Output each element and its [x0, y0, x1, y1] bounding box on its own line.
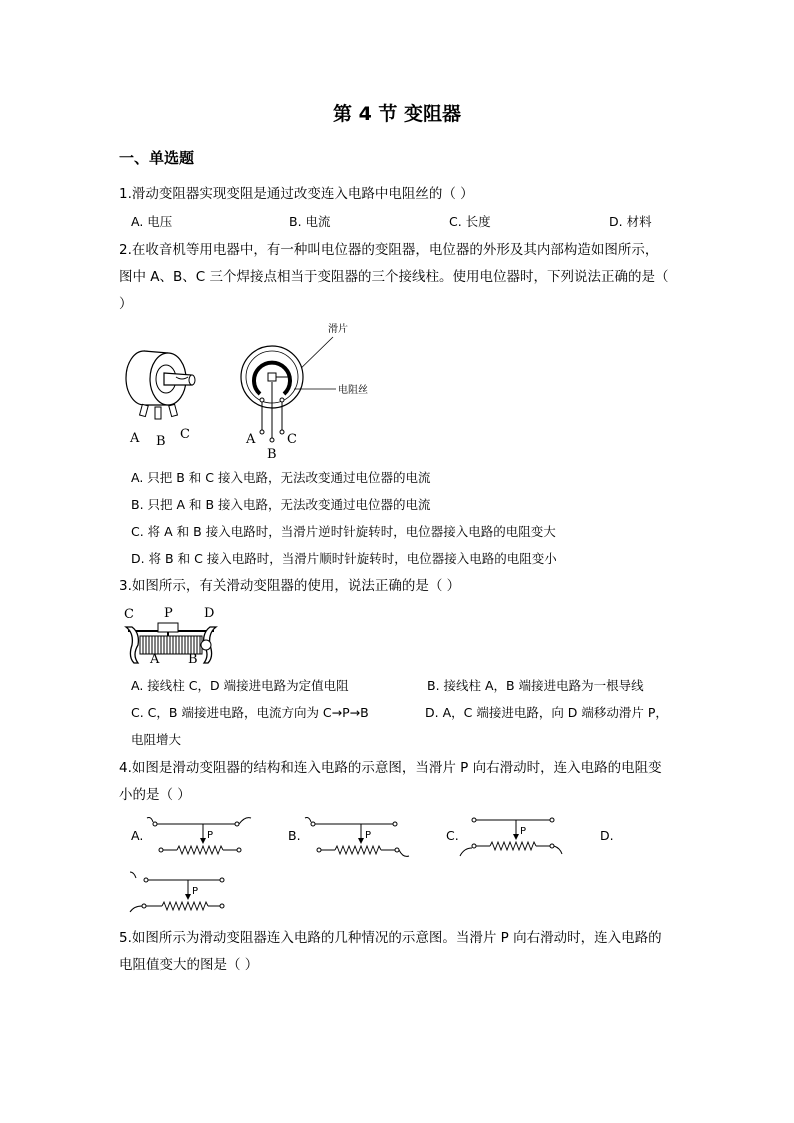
q3-option-b: B. 接线柱 A，B 端接进电路为一根导线	[427, 678, 644, 693]
rheostat-label-d: D	[204, 606, 215, 621]
rheostat-label-c: C	[124, 607, 134, 622]
q2-option-b: B. 只把 A 和 B 接入电路，无法改变通过电位器的电流	[131, 497, 431, 512]
potentiometer-internal-figure	[238, 322, 388, 462]
pot-ext-label-a: A	[130, 431, 140, 446]
q4-diagram-b	[303, 814, 413, 862]
question-5-stem-line1: 5.如图所示为滑动变阻器连入电路的几种情况的示意图。当滑片 P 向右滑动时，连入电路的	[119, 930, 662, 946]
pot-int-label-a: A	[246, 432, 256, 447]
q3-option-c: C. C，B 端接进电路，电流方向为 C→P→B	[131, 705, 369, 720]
q4-option-c-label: C.	[446, 828, 459, 843]
question-5-stem-line2: 电阻值变大的图是（ ）	[119, 957, 259, 973]
page-title: 第 4 节 变阻器	[332, 103, 462, 125]
q3-option-d-continued: 电阻增大	[131, 732, 182, 747]
pot-ext-label-c: C	[180, 427, 190, 442]
q2-option-d: D. 将 B 和 C 接入电路时，当滑片顺时针旋转时，电位器接入电路的电阻变小	[131, 551, 557, 566]
question-2-stem-line1: 2.在收音机等用电器中，有一种叫电位器的变阻器，电位器的外形及其内部构造如图所示，	[119, 242, 659, 258]
svg-text:P: P	[192, 886, 199, 897]
q2-option-a: A. 只把 B 和 C 接入电路，无法改变通过电位器的电流	[131, 470, 431, 485]
rheostat-label-a: A	[150, 652, 160, 667]
q1-option-a: A. 电压	[131, 214, 173, 229]
question-3-stem: 3.如图所示，有关滑动变阻器的使用，说法正确的是（ ）	[119, 578, 461, 594]
q1-option-d: D. 材料	[609, 214, 652, 229]
q4-diagram-d	[128, 870, 238, 918]
question-4-stem-line1: 4.如图是滑动变阻器的结构和连入电路的示意图，当滑片 P 向右滑动时，连入电路的电阻变	[119, 760, 662, 776]
question-4-stem-line2: 小的是（ ）	[119, 787, 191, 803]
q1-option-c: C. 长度	[449, 214, 491, 229]
q3-option-a: A. 接线柱 C，D 端接进电路为定值电阻	[131, 678, 349, 693]
q4-diagram-c	[458, 812, 573, 860]
slider-label: 滑片	[328, 324, 348, 335]
q4-option-a-label: A.	[131, 828, 144, 843]
question-1-stem: 1.滑动变阻器实现变阻是通过改变连入电路中电阻丝的（ ）	[119, 186, 474, 202]
q1-option-b: B. 电流	[289, 214, 331, 229]
q4-option-d-label: D.	[600, 828, 614, 843]
pot-ext-label-b: B	[156, 434, 166, 449]
potentiometer-exterior-figure	[118, 345, 208, 450]
q2-option-c: C. 将 A 和 B 接入电路时，当滑片逆时针旋转时，电位器接入电路的电阻变大	[131, 524, 556, 539]
q3-option-d: D. A，C 端接进电路，向 D 端移动滑片 P，	[425, 705, 668, 720]
svg-text:P: P	[520, 826, 527, 837]
question-2-stem-line3: ）	[119, 296, 133, 312]
rheostat-label-p: P	[164, 606, 173, 621]
slide-rheostat-figure	[118, 603, 223, 668]
wire-label: 电阻丝	[338, 385, 368, 396]
q4-option-b-label: B.	[288, 828, 301, 843]
rheostat-label-b: B	[188, 652, 198, 667]
question-2-stem-line2: 图中 A、B、C 三个焊接点相当于变阻器的三个接线柱。使用电位器时，下列说法正确的是（	[119, 269, 669, 285]
svg-text:P: P	[207, 830, 214, 841]
pot-int-label-b: B	[267, 447, 277, 462]
q4-diagram-a	[145, 814, 255, 859]
section-heading: 一、单选题	[119, 149, 195, 167]
pot-int-label-c: C	[287, 432, 297, 447]
svg-text:P: P	[365, 830, 372, 841]
